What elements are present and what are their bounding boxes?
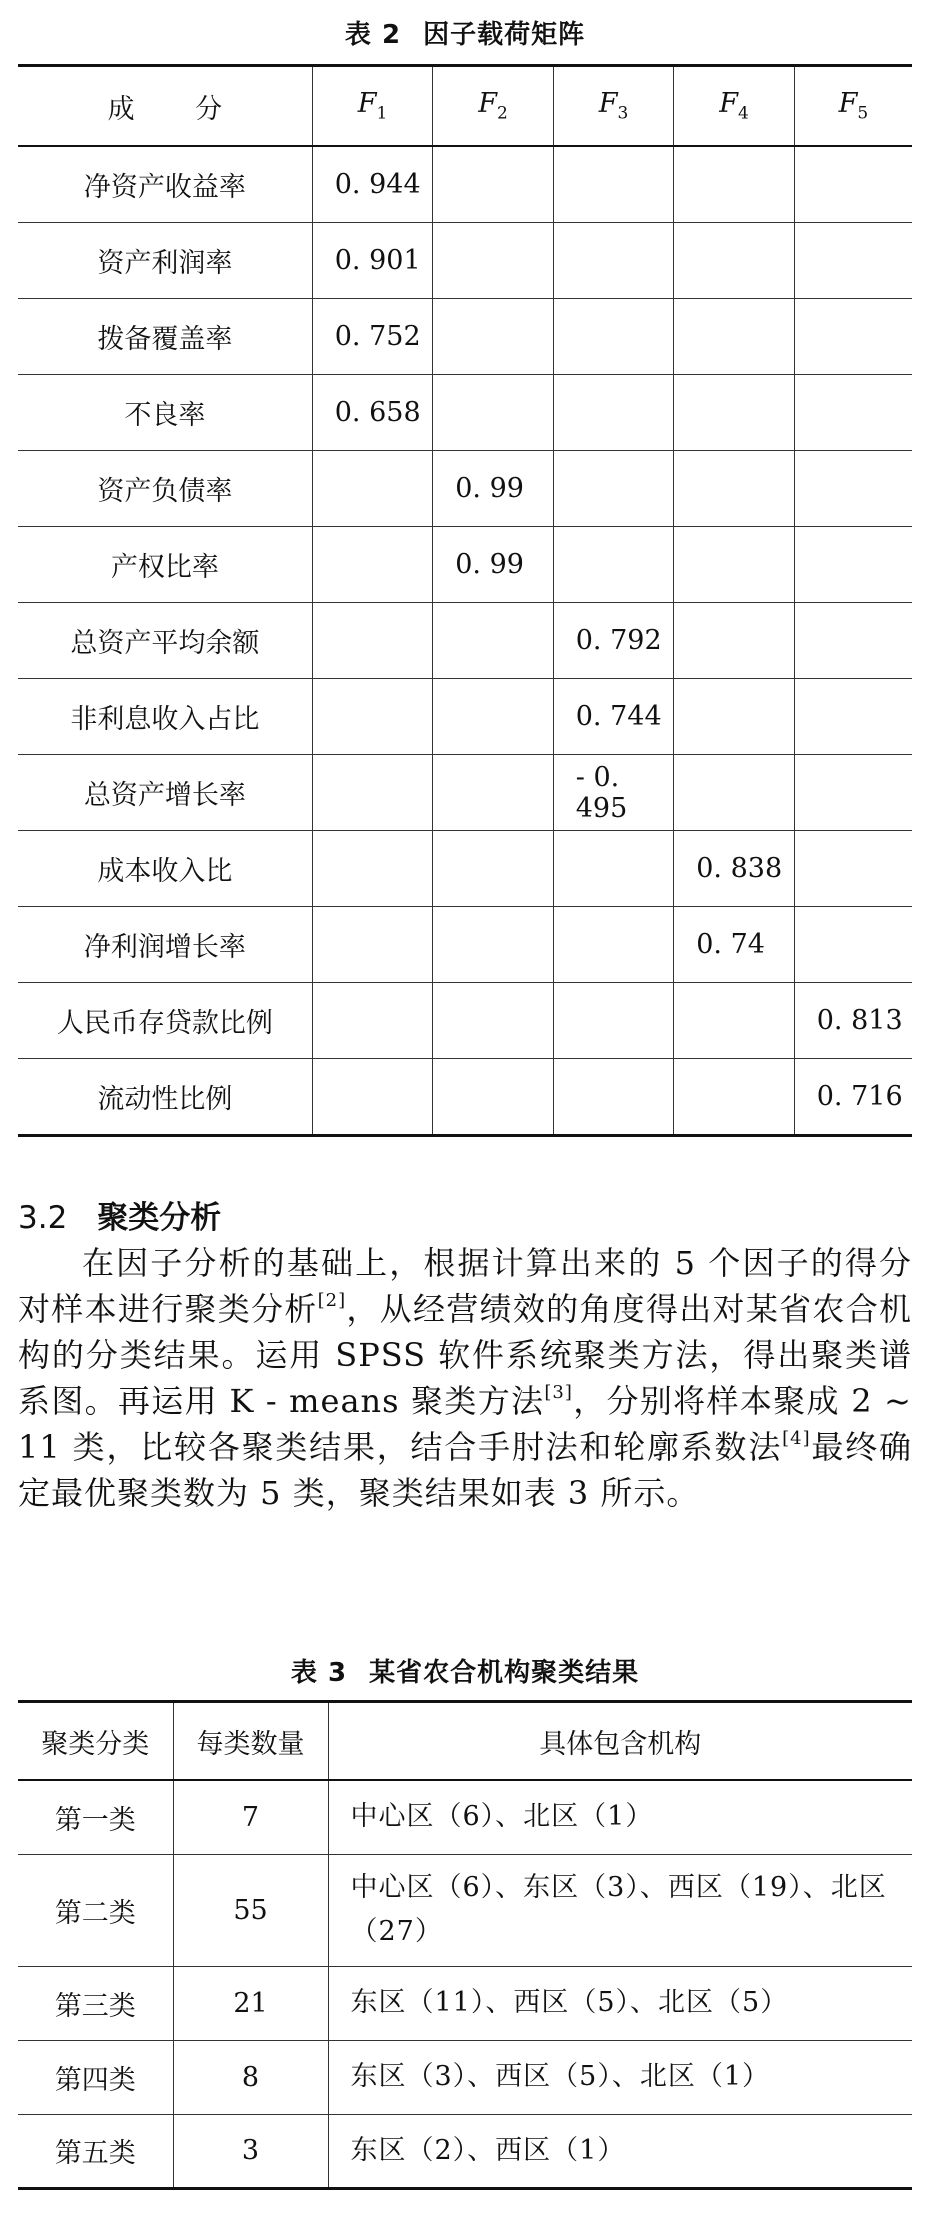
body-paragraph: 在因子分析的基础上，根据计算出来的 5 个因子的得分对样本进行聚类分析[2]，从经营绩效的角度得出对某省农合机构的分类结果。运用 SPSS 软件系统聚类方法，得出聚类谱系图。再运用 K - means 聚类方法[3]，分别将样本聚成 2 ~ 11 类，比较各聚类结果，结合手肘法和轮廓系数法[4]最终确定最优聚类数为 5 类，聚类结果如表 3 所示。 [18,1244,912,1512]
indicator-name: 总资产平均余额 [18,603,312,679]
loading-value [312,1059,433,1136]
loading-value: 0. 74 [674,907,795,983]
table3-label: 表 3 [290,1658,348,1688]
cluster-institutions: 东区（11）、西区（5）、北区（5） [328,1966,912,2040]
loading-value [674,146,795,223]
citation-ref[interactable]: [4] [782,1428,811,1449]
table2-row [18,907,912,983]
table2-row [18,299,912,375]
loading-value [553,831,674,907]
loading-value: - 0. 495 [553,755,674,831]
loading-value [312,527,433,603]
cluster-institutions: 东区（3）、西区（5）、北区（1） [328,2040,912,2114]
loading-value [794,527,912,603]
loading-value [674,679,795,755]
factor-header: $F_2$ [433,66,554,147]
cluster-class: 第五类 [18,2114,173,2188]
table2-header-row [18,66,912,147]
table2-row [18,755,912,831]
cluster-class: 第二类 [18,1854,173,1966]
cluster-institutions: 中心区（6）、东区（3）、西区（19）、北区（27） [328,1854,912,1966]
loading-value [312,831,433,907]
table2-row [18,983,912,1059]
table3-row [18,1966,912,2040]
loading-value [312,679,433,755]
loading-value [433,375,554,451]
loading-value [433,831,554,907]
loading-value [433,299,554,375]
loading-value [553,907,674,983]
loading-value [794,831,912,907]
loading-value [794,907,912,983]
factor-header: $F_5$ [794,66,912,147]
indicator-name: 产权比率 [18,527,312,603]
loading-value: 0. 99 [433,527,554,603]
loading-value [794,299,912,375]
loading-value [553,299,674,375]
factor-header: $F_3$ [553,66,674,147]
indicator-name: 净利润增长率 [18,907,312,983]
cluster-count: 55 [173,1854,328,1966]
table3-header-row [18,1702,912,1781]
loading-value: 0. 658 [312,375,433,451]
loading-value [674,223,795,299]
loading-value [433,907,554,983]
loading-value: 0. 99 [433,451,554,527]
section-number: 3.2 [18,1200,68,1236]
cluster-institutions: 东区（2）、西区（1） [328,2114,912,2188]
loading-value [433,983,554,1059]
table2-caption [0,14,930,51]
indicator-name: 净资产收益率 [18,146,312,223]
loading-value [433,679,554,755]
loading-value [312,755,433,831]
table3-caption [0,1652,930,1689]
table3-row [18,1854,912,1966]
loading-value [674,451,795,527]
citation-ref[interactable]: [2] [317,1290,347,1311]
cluster-class: 第三类 [18,1966,173,2040]
table3-header-cell: 聚类分类 [18,1702,173,1781]
cluster-count: 7 [173,1780,328,1854]
table2-row [18,223,912,299]
loading-value [312,451,433,527]
loading-value [312,603,433,679]
loading-value: 0. 752 [312,299,433,375]
table2-row [18,1059,912,1136]
table2-title: 因子载荷矩阵 [423,20,586,50]
cluster-count: 21 [173,1966,328,2040]
indicator-name: 拨备覆盖率 [18,299,312,375]
table2-row [18,146,912,223]
loading-value [553,223,674,299]
loading-value [433,223,554,299]
loading-value [553,451,674,527]
loading-value: 0. 813 [794,983,912,1059]
loading-value [553,375,674,451]
cluster-result-table [18,1700,912,2190]
loading-value: 0. 838 [674,831,795,907]
loading-value [433,603,554,679]
table2-row [18,527,912,603]
factor-loading-table [18,64,912,1137]
cluster-institutions: 中心区（6）、北区（1） [328,1780,912,1854]
cluster-count: 8 [173,2040,328,2114]
indicator-name: 人民币存贷款比例 [18,983,312,1059]
loading-value [794,223,912,299]
loading-value [794,375,912,451]
indicator-name: 成本收入比 [18,831,312,907]
loading-value [674,983,795,1059]
section-title: 聚类分析 [97,1200,222,1236]
loading-value: 0. 944 [312,146,433,223]
table2-row [18,451,912,527]
loading-value [794,679,912,755]
loading-value [794,755,912,831]
table2-row [18,603,912,679]
cluster-class: 第一类 [18,1780,173,1854]
loading-value [674,375,795,451]
loading-value [553,1059,674,1136]
loading-value [674,1059,795,1136]
table2-row [18,679,912,755]
factor-header: $F_4$ [674,66,795,147]
cluster-count: 3 [173,2114,328,2188]
indicator-name: 不良率 [18,375,312,451]
loading-value [674,299,795,375]
table3-row [18,2114,912,2188]
section-heading [18,1192,221,1237]
loading-value: 0. 901 [312,223,433,299]
loading-value [553,527,674,603]
table2-label: 表 2 [344,20,402,50]
loading-value [433,146,554,223]
table3-header-cell: 具体包含机构 [328,1702,912,1781]
loading-value [794,451,912,527]
loading-value: 0. 792 [553,603,674,679]
loading-value: 0. 716 [794,1059,912,1136]
citation-ref[interactable]: [3] [544,1382,573,1403]
table3-row [18,2040,912,2114]
table2-row [18,375,912,451]
indicator-name: 资产负债率 [18,451,312,527]
loading-value [312,907,433,983]
loading-value [674,527,795,603]
table3-header-cell: 每类数量 [173,1702,328,1781]
loading-value [433,755,554,831]
loading-value [433,1059,554,1136]
loading-value [553,146,674,223]
loading-value: 0. 744 [553,679,674,755]
table3-row [18,1780,912,1854]
indicator-name: 流动性比例 [18,1059,312,1136]
loading-value [674,603,795,679]
loading-value [553,983,674,1059]
loading-value [794,603,912,679]
table3-title: 某省农合机构聚类结果 [369,1658,640,1688]
table2-header-name: 成 分 [18,66,312,147]
factor-header: $F_1$ [312,66,433,147]
loading-value [312,983,433,1059]
loading-value [674,755,795,831]
indicator-name: 资产利润率 [18,223,312,299]
table2-row [18,831,912,907]
indicator-name: 非利息收入占比 [18,679,312,755]
cluster-class: 第四类 [18,2040,173,2114]
indicator-name: 总资产增长率 [18,755,312,831]
loading-value [794,146,912,223]
